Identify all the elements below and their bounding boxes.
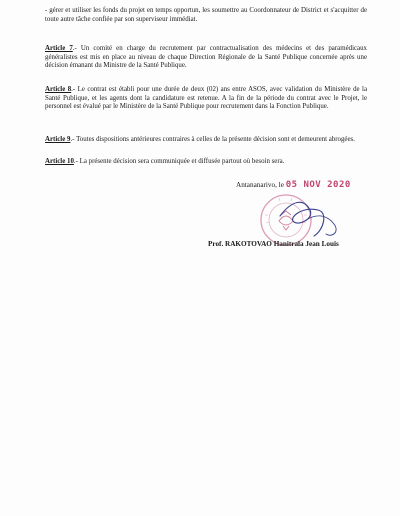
article-10-text: .- La présente décision sera communiquée et diffusée partout où besoin sera. [73, 158, 285, 165]
article-8-text: .- Le contrat est établi pour une durée de deux (02) ans entre ASOS, avec validation du Ministère de la Santé Publique, et les agents dont la candidature est retenue. A la fin de la période du contrat avec le Projet, le personnel est évalué par le Ministère de la Santé Publique pour recrutement dans la Fonction Publique. [45, 86, 368, 111]
date-stamp: 05 NOV 2020 [285, 180, 351, 190]
article-9-label: Article 9 [45, 136, 71, 143]
handwritten-signature [270, 196, 360, 246]
place-label: Antananarivo, le [236, 181, 284, 189]
article-10-paragraph [45, 158, 367, 167]
article-10-label: Article 10 [45, 158, 74, 165]
article-9-paragraph [45, 136, 367, 145]
signatory-name: Prof. RAKOTOVAO Hanitrala Jean Louis [208, 240, 339, 248]
article-8-paragraph [45, 86, 367, 112]
article-8-label: Article 8 [45, 86, 72, 93]
article-9-text: .- Toutes dispositions antérieures contraires à celles de la présente décision sont et demeurent abrogées. [70, 136, 355, 143]
article-7-text: .- Un comité en charge du recrutement par contractualisation des médecins et des paramédicaux généralistes est mis en place au niveau de chaque Direction Régionale de la Santé Publique concernée après une décision émanant du Ministre de la Santé Publique. [45, 45, 367, 70]
article-7-label: Article 7 [45, 45, 73, 52]
intro-paragraph: - gérer et utiliser les fonds du projet en temps opportun, les soumettre au Coordonnateur de District et s'acquitter de toute autre tâche confiée par son superviseur immédiat. [45, 7, 367, 23]
date-line [236, 180, 376, 190]
article-7-paragraph [45, 45, 367, 71]
